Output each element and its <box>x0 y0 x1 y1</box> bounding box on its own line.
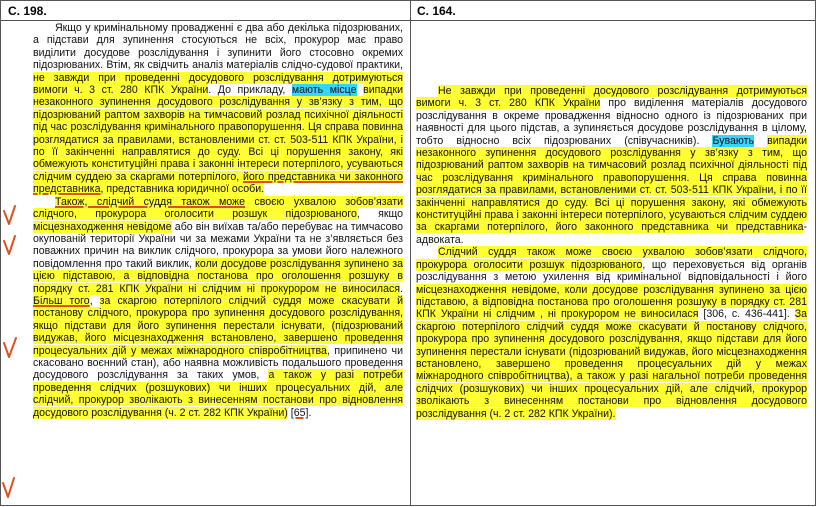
text-run: Не завжди при проведенні досудового розслідування дотримуються вимоги ч. 3 ст. 280 КПК України <box>416 85 807 110</box>
text-run: його представника чи законного представника <box>33 170 403 196</box>
left-paragraph-1 <box>33 22 403 196</box>
text-run: мають місце <box>291 84 357 97</box>
text-run: , якщо <box>356 208 403 221</box>
text-run: випадки незаконного зупинення досудового розслідування у зв’язку з тим, що підозрюваний раптом захворів на тимчасовий розлад психічної діяльності під час розслідування кримінального правопорушення. Ця справа повинна розглядатися за правилами, встановленими ст. ст. 503-511 КПК України, і по її закінченні направлятися до суду. Всі ці порушення закону, які обмежують конституційні права і законні інтереси потерпілого, усуваються слідчим суддею за скаргами потерпілого, його законного представника чи представника <box>416 134 807 234</box>
text-run: , <box>89 294 100 307</box>
right-page-header: С. 164. <box>417 4 456 18</box>
left-text-cell <box>33 22 403 419</box>
text-run: коли досудове розслідування зупинено за цією підставою, а відповідна постанова про оголошення розшуку в порядку ст. 281 КПК України ні слідчим ні прокурором не виносилася <box>33 257 404 295</box>
text-run: Слідчий суддя також може своєю ухвалою зобов’язати слідчого, прокурора оголосити розшук підозрюваного <box>416 246 807 271</box>
text-run: , представника юридичної особи. <box>100 183 265 196</box>
text-run: не завжди при проведенні досудового розслідування дотримуються вимоги ч. 3 ст. 280 КПК України <box>33 71 403 97</box>
text-run: або він виїхав та/або перебуває на тимчасово окупованій території України чи за межами України та не з’являється без поважних причин на виклик слідчого, прокурора за умови його належного повідомлення про такий виклик, <box>33 220 403 270</box>
text-run: . <box>308 406 312 419</box>
text-run: -адвоката. <box>416 221 807 246</box>
text-run: , припинено чи скасовано воєнний стан), або наявна можливість подальшого проведення досудового розслідування за таких умов, <box>33 344 403 382</box>
text-run: випадки незаконного зупинення досудового розслідування у зв’язку з тим, що підозрюваний раптом захворів на тимчасовий розлад психічної діяльності під час розслідування кримінального правопорушення. Ця справа повинна розглядатися за правилами, встановленими ст. ст. 503-511 КПК України, і по її закінченні направлятися до суду. Всі ці порушення закону, які обмежують конституційні права і законні інтереси потерпілого, усуваються слідчим суддею за скаргами потерпілого, <box>33 84 404 183</box>
text-run: місцезнаходження невідоме <box>33 220 172 233</box>
column-divider <box>410 1 411 505</box>
text-run: . <box>400 282 403 295</box>
left-page-header: С. 198. <box>8 4 47 18</box>
text-run: Бувають <box>712 134 754 147</box>
text-run <box>754 135 767 147</box>
text-run: [306, с. 436-441]. <box>698 308 795 321</box>
text-run: , що переховується від органів розслідування з метою ухилення від кримінальної відповідальності і його <box>416 258 807 284</box>
header-row <box>1 1 815 21</box>
text-run: а також у разі потреби проведення слідчих (розшукових) чи інших процесуальних дій, але слідчий, прокурор зволікають з винесенням постанови про відновлення досудового розслідування (ч. 2 ст. 282 КПК України) <box>33 369 403 419</box>
text-run: Більш того <box>33 294 90 307</box>
right-paragraph-1 <box>416 85 807 246</box>
text-run: . До прикладу, <box>208 84 292 97</box>
right-text-cell <box>416 85 807 420</box>
text-run: Якщо у кримінальному провадженні є два або декілька підозрюваних, а підстави для зупинення стосуються не всіх, прокурор має право виділити досудове розслідування і зупинити його стосовно окремих підозрюваних. Втім, як свідчить аналіз матеріалів слідчо-судової практики, <box>33 22 403 72</box>
text-run: Також, слідчий суддя також може <box>55 195 246 208</box>
text-run: місцезнаходження невідоме, коли досудове розслідування зупинено за цією підставою, а відповідна постанова про оголошення розшуку в порядку ст. 281 КПК України ні слідчим , ні прокурором не виносилася <box>416 283 807 321</box>
text-run: [65] <box>290 406 309 419</box>
right-paragraph-2 <box>416 246 807 420</box>
text-run: про виділення матеріалів досудового розслідування в окреме провадження відносно одного із підозрюваних при наявності для цього підстав, а зупиняється досудове розслідування в цілому, тобто відносно всіх підозрюваних (співучасників). <box>416 97 807 147</box>
left-paragraph-2 <box>33 196 403 419</box>
text-run: за скаргою потерпілого слідчий суддя може скасувати й постанову слідчого, прокурора про зупинення досудового розслідування, якщо підстави для його зупинення перестали існувати, (підозрюваний видужав, його місцезнаходження встановлено, завершено проведення процесуальних дій у межах міжнародного співробітництва <box>33 294 404 357</box>
text-run: За скаргою потерпілого слідчий суддя може скасувати й постанову слідчого, прокурора про зупинення досудового розслідування, якщо підстави для його зупинення перестали існувати (підозрюваний видужав, його місцезнаходження встановлено, завершено проведення процесуальних дій у межах міжнародного співробітництва), а також у разі нагальної потреби проведення слідчих (розшукових) чи інших процесуальних дій, але слідчий, прокурор зволікають з винесенням постанови про відновлення досудового розслідування (ч. 2 ст. 282 КПК України). <box>416 308 808 420</box>
text-run: своєю ухвалою зобов’язати слідчого, прокурора оголосити розшук підозрюваного <box>33 195 404 221</box>
